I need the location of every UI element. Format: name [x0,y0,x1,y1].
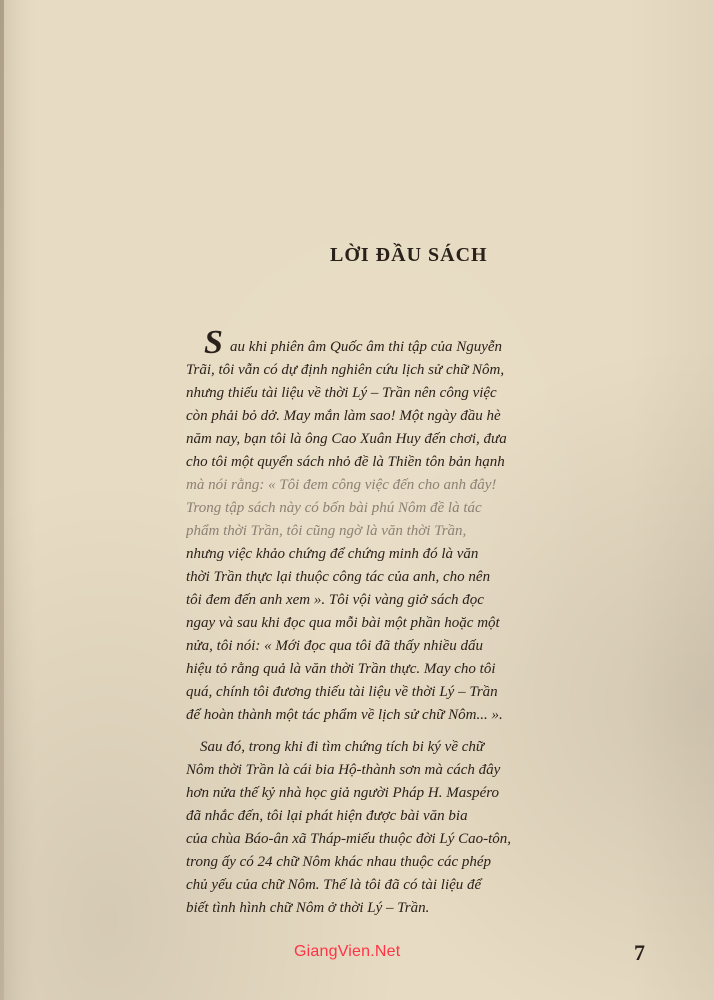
paragraph-2-line-3: hơn nửa thế kỷ nhà học giả người Pháp H. Maspéro [186,785,500,801]
paragraph-1-line-16: quá, chính tôi đương thiếu tài liệu về thời Lý – Trần [186,684,498,700]
paragraph-1-line-2: Trãi, tôi vẫn có dự định nghiên cứu lịch sử chữ Nôm, [186,362,505,378]
paragraph-1-line-5: năm nay, bạn tôi là ông Cao Xuân Huy đến chơi, đưa [186,431,507,447]
paragraph-1-line-10: nhưng việc khảo chứng để chứng minh đó là văn [186,546,479,562]
paragraph-2-line-7: chủ yếu của chữ Nôm. Thế là tôi đã có tài liệu để [186,877,482,893]
drop-cap: S [204,324,223,361]
paragraph-1-line-13: ngay và sau khi đọc qua mỗi bài một phần hoặc một [186,615,500,631]
paragraph-1-line-17: để hoàn thành một tác phẩm về lịch sử chữ Nôm... ». [186,707,503,723]
paragraph-1-line-12: tôi đem đến anh xem ». Tôi vội vàng giở sách đọc [186,592,484,608]
paragraph-2-line-4: đã nhắc đến, tôi lại phát hiện được bài văn bia [186,808,468,824]
paragraph-1-line-11: thời Trần thực lại thuộc công tác của anh, cho nên [186,569,491,585]
website-watermark: GiangVien.Net [294,943,401,960]
paragraph-1-line-8: Trong tập sách này có bốn bài phú Nôm đề là tác [186,500,482,516]
paragraph-1-line-15: hiệu tỏ rằng quả là văn thời Trần thực. May cho tôi [186,661,496,677]
paragraph-2-line-2: Nôm thời Trần là cái bia Hộ-thành sơn mà cách đây [186,762,501,778]
paragraph-2-line-6: trong ấy có 24 chữ Nôm khác nhau thuộc các phép [186,854,492,870]
paragraph-1-line-4: còn phải bỏ dở. May mắn làm sao! Một ngày đầu hè [186,408,501,424]
paragraph-1-line-7: mà nói rằng: « Tôi đem công việc đến cho anh đây! [186,477,497,493]
paragraph-2-line-5: của chùa Báo-ân xã Tháp-miếu thuộc đời Lý Cao-tôn, [186,831,512,847]
paragraph-2-line-8: biết tình hình chữ Nôm ở thời Lý – Trần. [186,900,430,916]
paragraph-1-line-3: nhưng thiếu tài liệu về thời Lý – Trần nên công việc [186,385,497,401]
paragraph-1-line-6: cho tôi một quyển sách nhỏ đề là Thiền tôn bản hạnh [186,454,505,470]
paragraph-1-line-9: phẩm thời Trần, tôi cũng ngờ là văn thời Trần, [186,523,467,539]
page-left-edge [0,0,4,1000]
page-number: 7 [634,940,645,965]
paragraph-1-line-1: au khi phiên âm Quốc âm thi tập của Nguyễn [230,339,503,355]
page-title: LỜI ĐẦU SÁCH [330,244,488,266]
paragraph-2-line-1: Sau đó, trong khi đi tìm chứng tích bi ký về chữ [200,739,485,755]
paragraph-1-line-14: nửa, tôi nói: « Mới đọc qua tôi đã thấy nhiều dấu [186,638,483,654]
